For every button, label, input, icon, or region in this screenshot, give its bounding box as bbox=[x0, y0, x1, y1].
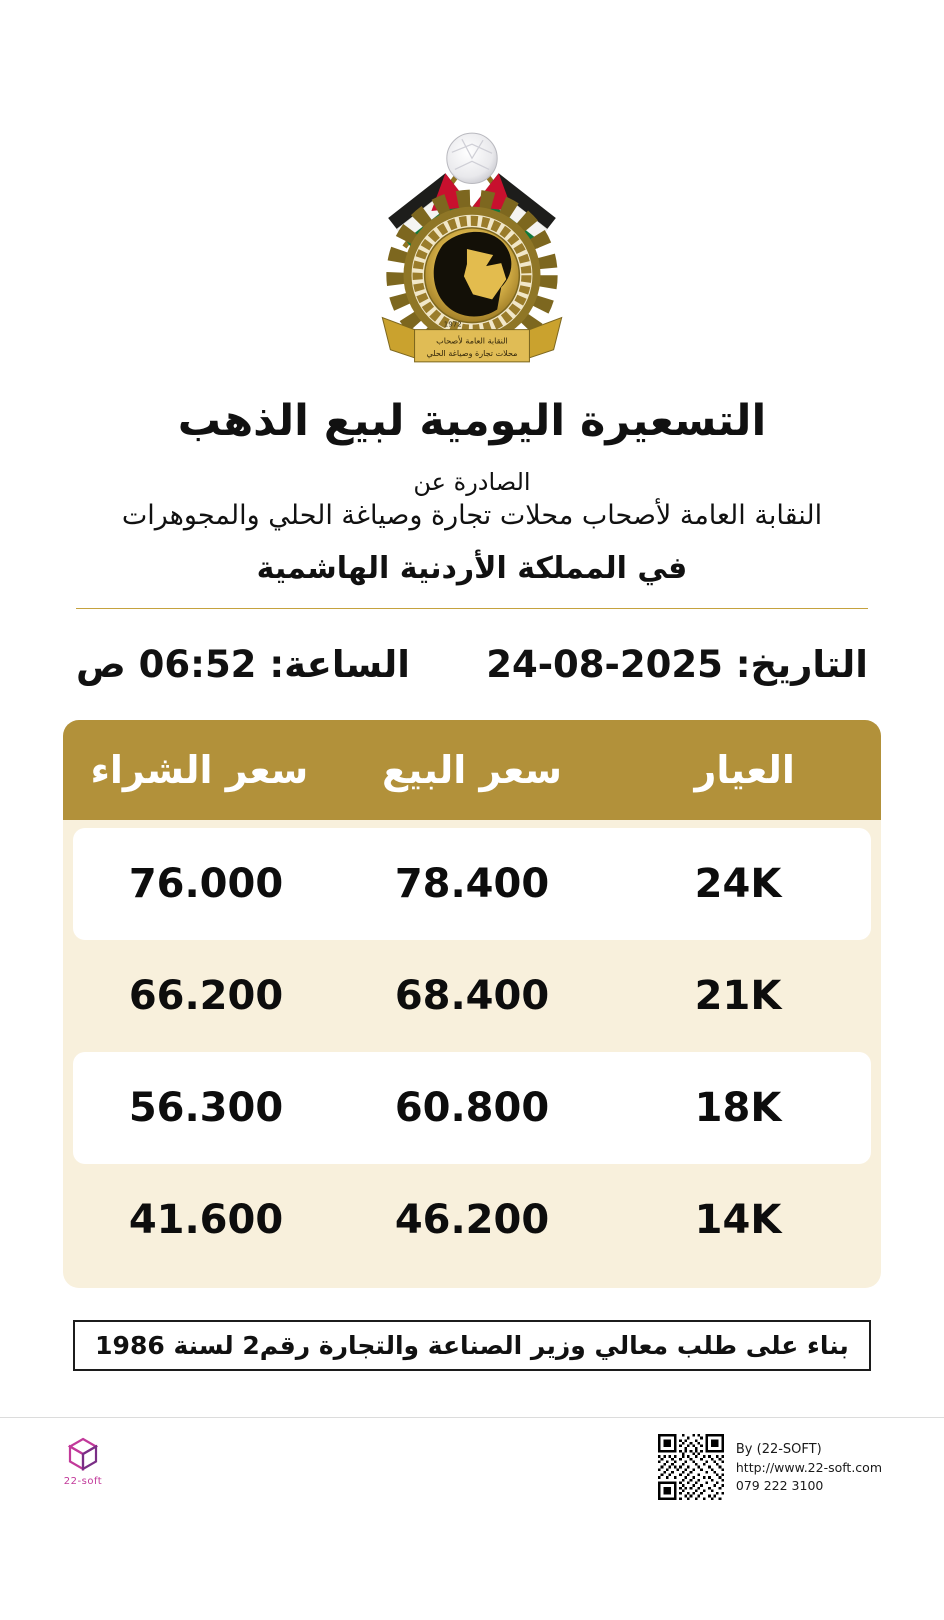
vendor-logo-text: 22-soft bbox=[63, 1476, 103, 1487]
vendor-contact-block bbox=[658, 1434, 882, 1500]
gold-price-table bbox=[63, 720, 881, 1288]
crystal-ball-icon bbox=[447, 133, 497, 183]
buy-price: 66.200 bbox=[128, 973, 284, 1019]
issuer-name: النقابة العامة لأصحاب محلات تجارة وصياغة الحلي والمجوهرات bbox=[121, 500, 823, 531]
table-row bbox=[73, 1164, 871, 1276]
gold-divider bbox=[76, 608, 868, 609]
time-value: 06:52 ص bbox=[76, 643, 257, 686]
buy-price: 56.300 bbox=[128, 1085, 284, 1131]
buy-price: 76.000 bbox=[128, 861, 284, 907]
gear-icon bbox=[395, 199, 548, 352]
buy-price: 41.600 bbox=[128, 1197, 284, 1243]
country-line: في المملكة الأردنية الهاشمية bbox=[256, 551, 688, 586]
sell-price: 68.400 bbox=[394, 973, 550, 1019]
issued-by-label: الصادرة عن bbox=[413, 468, 531, 496]
date-field bbox=[486, 643, 868, 686]
header-sell-price: سعر البيع bbox=[382, 748, 562, 792]
qr-code-icon bbox=[658, 1434, 724, 1500]
header-karat: العيار bbox=[694, 748, 795, 792]
datetime-row bbox=[0, 643, 944, 686]
date-value: 24-08-2025 bbox=[486, 643, 723, 686]
vendor-byline: By (22-SOFT) bbox=[735, 1441, 822, 1457]
founded-year: 1972 bbox=[443, 319, 462, 329]
karat-value: 18K bbox=[694, 1085, 782, 1131]
table-row bbox=[73, 828, 871, 940]
sell-price: 46.200 bbox=[394, 1197, 550, 1243]
karat-value: 21K bbox=[694, 973, 782, 1019]
table-body bbox=[63, 820, 881, 1288]
karat-value: 14K bbox=[694, 1197, 782, 1243]
page-title: التسعيرة اليومية لبيع الذهب bbox=[177, 396, 767, 446]
date-label: التاريخ: bbox=[735, 643, 868, 686]
ribbon-text-line2: محلات تجارة وصياغة الحلي bbox=[426, 348, 518, 358]
time-field bbox=[76, 643, 410, 686]
sell-price: 60.800 bbox=[394, 1085, 550, 1131]
sell-price: 78.400 bbox=[394, 861, 550, 907]
emblem-icon bbox=[346, 116, 598, 380]
table-header-row bbox=[63, 720, 881, 820]
legal-note: بناء على طلب معالي وزير الصناعة والتجارة رقم2 لسنة 1986 bbox=[73, 1320, 871, 1371]
time-label: الساعة: bbox=[269, 643, 410, 686]
footer bbox=[0, 1417, 944, 1500]
ribbon-text-line1: النقابة العامة لأصحاب bbox=[436, 336, 508, 346]
syndicate-emblem-logo bbox=[346, 116, 598, 384]
vendor-phone: 079 222 3100 bbox=[735, 1477, 824, 1493]
table-row bbox=[73, 940, 871, 1052]
table-row bbox=[73, 1052, 871, 1164]
cube-logo-icon bbox=[62, 1434, 104, 1474]
vendor-website: http://www.22-soft.com bbox=[735, 1459, 882, 1475]
vendor-logo bbox=[62, 1434, 104, 1487]
bottom-whitespace bbox=[0, 1500, 944, 1620]
header-buy-price: سعر الشراء bbox=[90, 748, 309, 792]
karat-value: 24K bbox=[694, 861, 782, 907]
vendor-contact-text bbox=[736, 1442, 882, 1493]
